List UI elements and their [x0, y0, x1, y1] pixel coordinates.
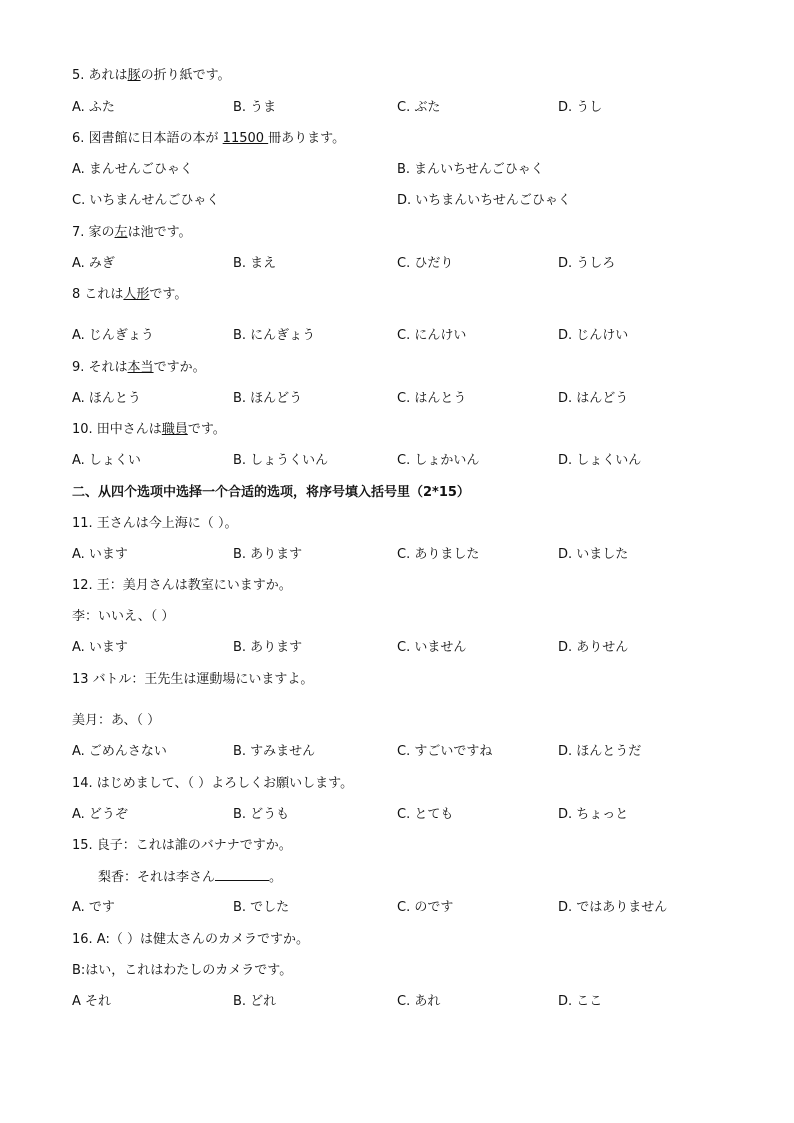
question-15-reply: 梨香：それは李さん 。 — [98, 870, 283, 885]
option-c: C. ありました — [397, 547, 480, 562]
option-a: A. じんぎょう — [72, 328, 154, 343]
option-c: C. すごいですね — [397, 744, 493, 759]
option-d: D. うし — [558, 100, 603, 115]
underlined-word: 人形 — [123, 287, 150, 302]
option-b: B. でした — [233, 900, 290, 915]
option-a: A. しょくい — [72, 453, 141, 468]
option-b: B. うま — [233, 100, 277, 115]
answer-blank — [215, 868, 269, 881]
option-a: A. ほんとう — [72, 391, 141, 406]
option-c: C. はんとう — [397, 391, 467, 406]
option-d: D. ちょっと — [558, 807, 629, 822]
option-b: B. あります — [233, 640, 303, 655]
option-c: C. にんけい — [397, 328, 467, 343]
option-b: B. まえ — [233, 256, 277, 271]
option-d: D. ここ — [558, 994, 603, 1009]
option-b: B. まんいちせんごひゃく — [397, 162, 544, 177]
option-a: A. まんせんごひゃく — [72, 162, 193, 177]
question-10: 10. 田中さんは職員です。 — [72, 422, 226, 437]
option-a: A. います — [72, 547, 128, 562]
question-12: 12. 王：美月さんは教室にいますか。 — [72, 578, 292, 593]
option-d: D. いました — [558, 547, 629, 562]
question-5: 5. あれは豚の折り紙です。 — [72, 68, 231, 83]
section-heading: 二、从四个选项中选择一个合适的选项，将序号填入括号里（2*15） — [72, 485, 470, 500]
option-b: B. あります — [233, 547, 303, 562]
underlined-word: 11500 — [222, 131, 269, 146]
option-c: C. とても — [397, 807, 454, 822]
option-c: C. あれ — [397, 994, 441, 1009]
question-16-reply: B:はい，これはわたしのカメラです。 — [72, 963, 293, 978]
question-7: 7. 家の左は池です。 — [72, 225, 192, 240]
question-11: 11. 王さんは今上海に（ ）。 — [72, 516, 238, 531]
option-d: D. ありせん — [558, 640, 629, 655]
option-c: C. いちまんせんごひゃく — [72, 193, 220, 208]
option-d: D. うしろ — [558, 256, 616, 271]
underlined-word: 職員 — [161, 422, 188, 437]
option-d: D. はんどう — [558, 391, 629, 406]
underlined-word: 左 — [114, 225, 128, 240]
option-d: D. じんけい — [558, 328, 629, 343]
option-c: C. しょかいん — [397, 453, 480, 468]
question-15: 15. 良子：これは誰のバナナですか。 — [72, 838, 292, 853]
option-d: D. ではありません — [558, 900, 668, 915]
option-b: B. どうも — [233, 807, 290, 822]
question-12-reply: 李：いいえ、（ ） — [72, 609, 175, 624]
option-b: B. どれ — [233, 994, 277, 1009]
option-c: C. のです — [397, 900, 454, 915]
question-13: 13 バトル：王先生は運動場にいますよ。 — [72, 672, 314, 687]
question-14: 14. はじめまして、（ ）よろしくお願いします。 — [72, 776, 354, 791]
option-d: D. ほんとうだ — [558, 744, 642, 759]
option-c: C. いません — [397, 640, 467, 655]
option-a: A. ごめんさない — [72, 744, 167, 759]
question-9: 9. それは本当ですか。 — [72, 360, 206, 375]
question-13-reply: 美月：あ、（ ） — [72, 713, 161, 728]
option-d: D. いちまんいちせんごひゃく — [397, 193, 571, 208]
underlined-word: 豚 — [127, 68, 141, 83]
option-b: B. すみません — [233, 744, 316, 759]
question-16: 16. A:（ ）は健太さんのカメラですか。 — [72, 932, 309, 947]
option-a: A. です — [72, 900, 115, 915]
option-a: A. ふた — [72, 100, 115, 115]
option-c: C. ひだり — [397, 256, 454, 271]
option-b: B. しょうくいん — [233, 453, 329, 468]
option-b: B. ほんどう — [233, 391, 303, 406]
underlined-word: 本当 — [127, 360, 154, 375]
question-6: 6. 図書館に日本語の本が 11500 冊あります。 — [72, 131, 346, 146]
option-a: A. みぎ — [72, 256, 115, 271]
option-a: A それ — [72, 994, 112, 1009]
option-c: C. ぶた — [397, 100, 441, 115]
option-b: B. にんぎょう — [233, 328, 316, 343]
option-a: A. います — [72, 640, 128, 655]
option-a: A. どうぞ — [72, 807, 128, 822]
option-d: D. しょくいん — [558, 453, 642, 468]
question-8: 8 これは人形です。 — [72, 287, 188, 302]
